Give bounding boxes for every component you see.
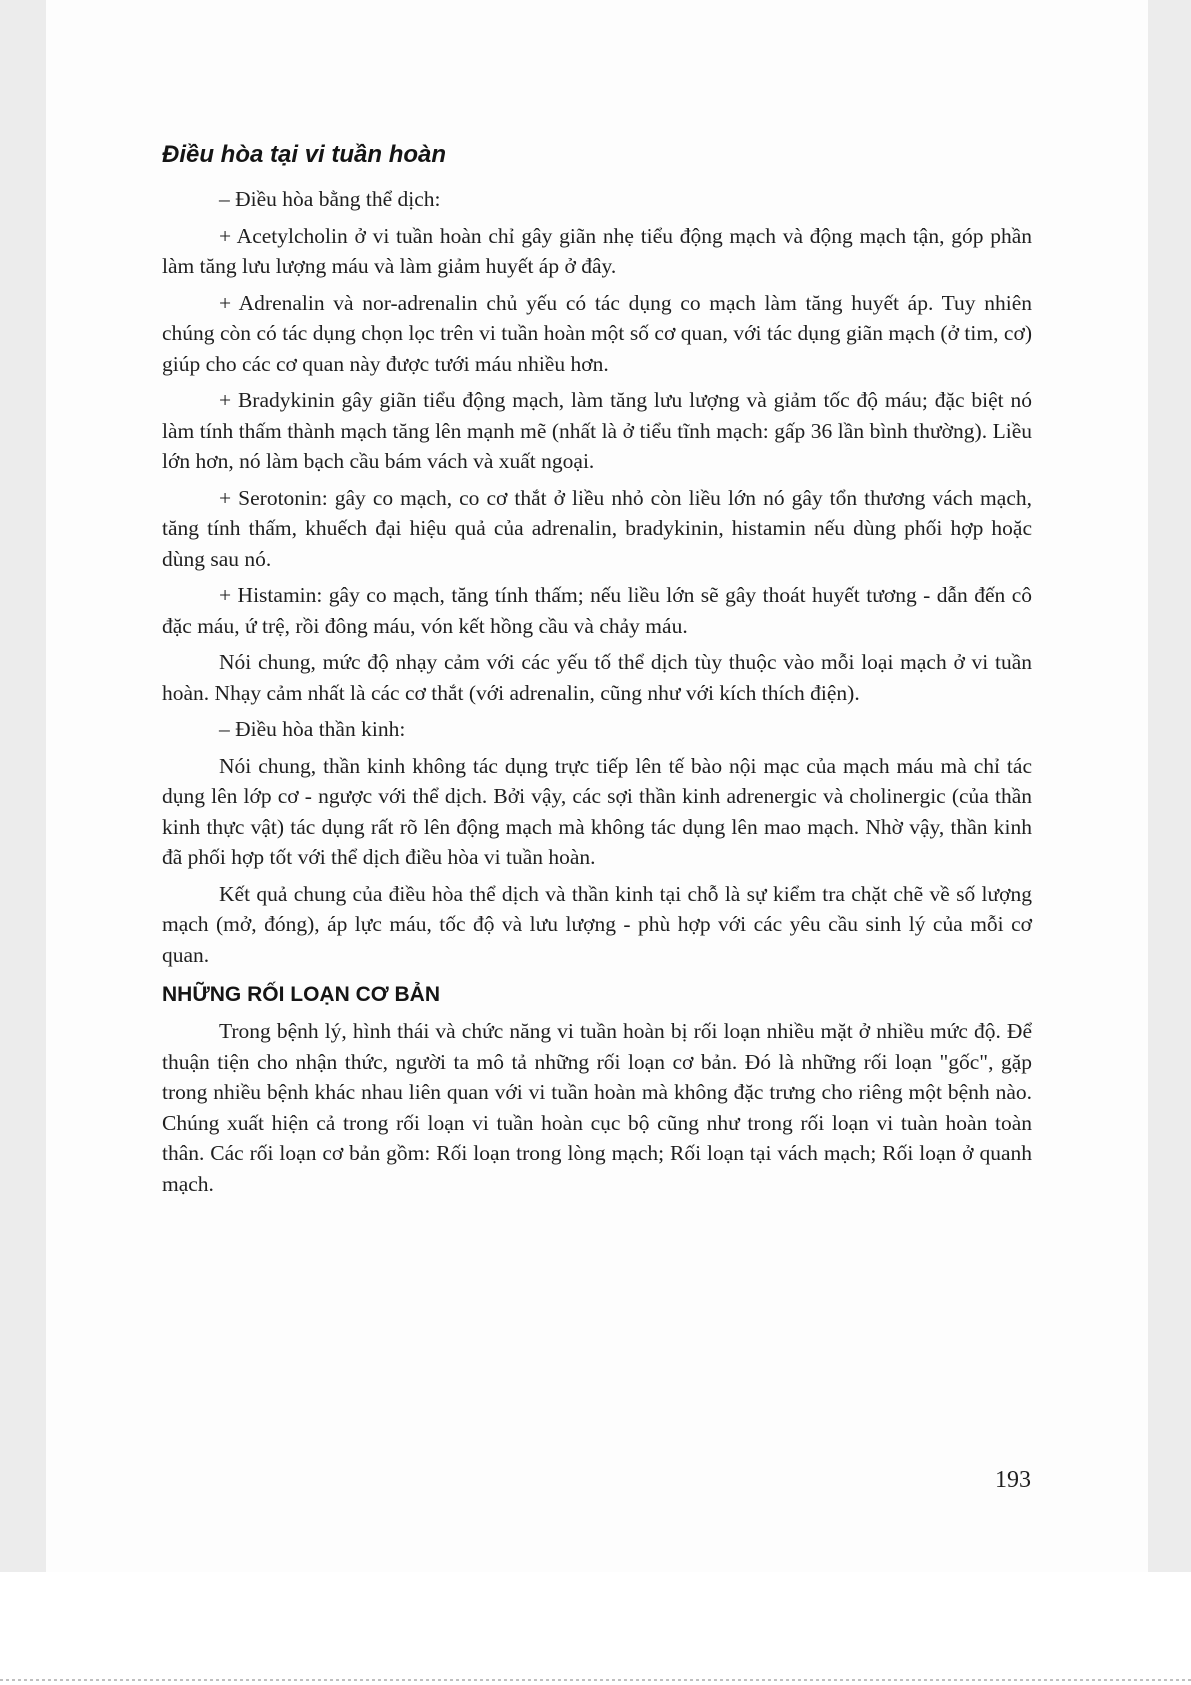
section-title: Điều hòa tại vi tuần hoàn	[162, 141, 447, 168]
page-text-column	[162, 138, 1032, 1205]
paragraph-humoral-regulation: – Điều hòa bằng thể dịch:	[219, 187, 441, 211]
page-number: 193	[995, 1467, 1031, 1493]
paragraph-histamin: + Histamin: gây co mạch, tăng tính thấm; nếu liều lớn sẽ gây thoát huyết tương - dẫn đến cô đặc máu, ứ trệ, rồi đông máu, vón kết hồng cầu và chảy máu.	[162, 583, 1032, 638]
scan-edge-line	[0, 1679, 1191, 1681]
paragraph-acetylcholin: + Acetylcholin ở vi tuần hoàn chỉ gây giãn nhẹ tiểu động mạch và động mạch tận, góp phần làm tăng lưu lượng máu và làm giảm huyết áp ở đây.	[162, 223, 1032, 278]
subsection-title: NHỮNG RỐI LOẠN CƠ BẢN	[162, 983, 440, 1006]
right-margin-band	[1148, 0, 1191, 1572]
paragraph-basic-disorders: Trong bệnh lý, hình thái và chức năng vi tuần hoàn bị rối loạn nhiều mặt ở nhiều mức độ. Để thuận tiện cho nhận thức, người ta mô tả những rối loạn cơ bản. Đó là những rối loạn "gốc", gặp trong nhiều bệnh khác nhau liên quan với vi tuần hoàn mà không đặc trưng cho riêng một bệnh nào. Chúng xuất hiện cả trong rối loạn vi tuần hoàn cục bộ cũng như trong rối loạn vi tuàn hoàn toàn thân. Các rối loạn cơ bản gồm: Rối loạn trong lòng mạch; Rối loạn tại vách mạch; Rối loạn ở quanh mạch.	[162, 1019, 1032, 1196]
paragraph-overall-result: Kết quả chung của điều hòa thể dịch và thần kinh tại chỗ là sự kiểm tra chặt chẽ về số lượng mạch (mở, đóng), áp lực máu, tốc độ và lưu lượng - phù hợp với các yêu cầu sinh lý của mỗi cơ quan.	[162, 881, 1032, 967]
paragraph-neural-regulation: – Điều hòa thần kinh:	[219, 717, 406, 741]
bottom-blank-area	[0, 1572, 1191, 1685]
paragraph-adrenalin: + Adrenalin và nor-adrenalin chủ yếu có tác dụng co mạch làm tăng huyết áp. Tuy nhiên chúng còn có tác dụng chọn lọc trên vi tuần hoàn một số cơ quan, với tác dụng giãn mạch (ở tim, cơ) giúp cho các cơ quan này được tưới máu nhiều hơn.	[162, 290, 1032, 376]
left-margin-band	[0, 0, 46, 1572]
paragraph-neural-detail: Nói chung, thần kinh không tác dụng trực tiếp lên tế bào nội mạc của mạch máu mà chỉ tác dụng lên lớp cơ - ngược với thể dịch. Bởi vậy, các sợi thần kinh adrenergic và cholinergic (của thần kinh thực vật) tác dụng rất rõ lên động mạch mà không tác dụng lên mao mạch. Nhờ vậy, thần kinh đã phối hợp tốt với thể dịch điều hòa vi tuần hoàn.	[162, 753, 1032, 869]
paragraph-bradykinin: + Bradykinin gây giãn tiểu động mạch, làm tăng lưu lượng và giảm tốc độ máu; đặc biệt nó làm tính thấm thành mạch tăng lên mạnh mẽ (nhất là ở tiểu tĩnh mạch: gấp 36 lần bình thường). Liều lớn hơn, nó làm bạch cầu bám vách và xuất ngoại.	[162, 388, 1032, 473]
paragraph-serotonin: + Serotonin: gây co mạch, co cơ thắt ở liều nhỏ còn liều lớn nó gây tổn thương vách mạch, tăng tính thấm, khuếch đại hiệu quả của adrenalin, bradykinin, histamin nếu dùng phối hợp hoặc dùng sau nó.	[162, 485, 1032, 571]
paragraph-sensitivity: Nói chung, mức độ nhạy cảm với các yếu tố thể dịch tùy thuộc vào mỗi loại mạch ở vi tuần hoàn. Nhạy cảm nhất là các cơ thắt (với adrenalin, cũng như với kích thích điện).	[162, 650, 1032, 705]
